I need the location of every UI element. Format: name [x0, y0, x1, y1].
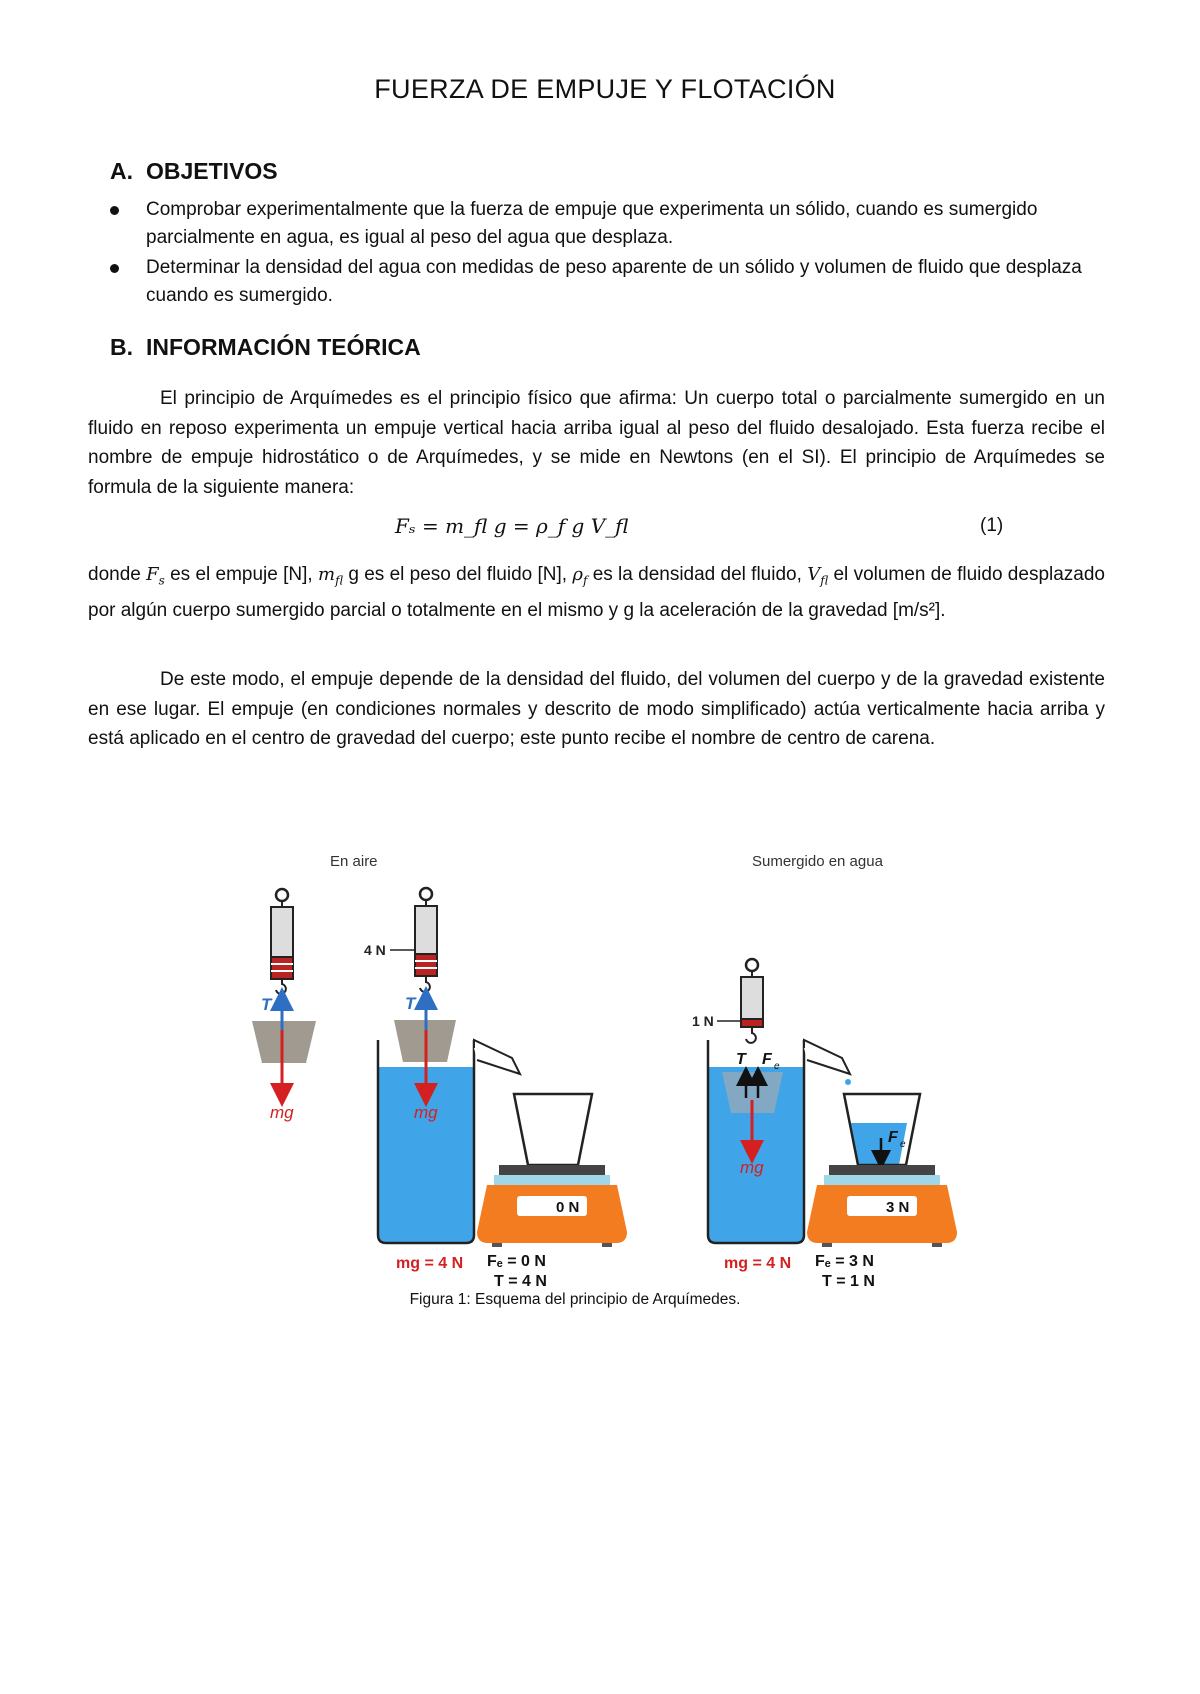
digital-balance-1 — [477, 1165, 627, 1247]
symbol-vfl: $V_{fl}$ — [807, 564, 829, 588]
label-mg-3: mg — [740, 1158, 764, 1177]
right-summary-mg: mg = 4 N — [724, 1255, 792, 1272]
objective-text: Comprobar experimentalmente que la fuerza de empuje que experimenta un sólido, cuando es sumergido parcialmente en agua, es igual al peso del agua que desplaza. — [146, 199, 1038, 248]
reading-1n: 1 N — [692, 1013, 714, 1029]
balance-1-display: 0 N — [556, 1199, 580, 1216]
label-sumergido: Sumergido en agua — [752, 853, 883, 870]
section-a-letter: A. — [110, 158, 133, 184]
equation-number: (1) — [980, 515, 1004, 536]
svg-text:e: e — [774, 1061, 780, 1072]
svg-text:F: F — [762, 1051, 772, 1068]
left-summary-t: T = 4 N — [494, 1273, 547, 1290]
equation-text: Fₛ = m_fl g = ρ_f g V_fl — [395, 514, 629, 538]
spring-scale-1 — [271, 889, 293, 994]
spring-scale-3 — [741, 959, 763, 1043]
label-t-2: T — [405, 994, 416, 1013]
weight-1 — [252, 1021, 316, 1063]
p2-part: donde — [88, 564, 147, 585]
reading-4n: 4 N — [364, 942, 386, 958]
label-mg-2: mg — [414, 1103, 438, 1122]
p2-part: g es el peso del fluido [N], — [343, 564, 573, 585]
section-b-letter: B. — [110, 334, 133, 360]
p2-part: es la densidad del fluido, — [587, 564, 808, 585]
document-title: FUERZA DE EMPUJE Y FLOTACIÓN — [374, 74, 836, 104]
label-t-1: T — [261, 995, 272, 1014]
symbol-fs: $F_s$ — [146, 564, 165, 588]
balance-2-display: 3 N — [886, 1199, 910, 1216]
left-summary-mg: mg = 4 N — [396, 1255, 464, 1272]
section-b-title: INFORMACIÓN TEÓRICA — [146, 334, 421, 360]
spring-scale-2 — [415, 888, 437, 992]
right-summary-t: T = 1 N — [822, 1273, 875, 1290]
right-summary-fe: Fₑ = 3 N — [815, 1253, 874, 1270]
p2-part: el volumen de fluido desplazado por algún cuerpo sumergido parcial o totalmente en el mismo y g la aceleración de la gravedad [m/s²]. — [88, 564, 1105, 622]
section-a-title: OBJETIVOS — [146, 158, 278, 184]
p2-part: es el empuje [N], — [164, 564, 318, 585]
svg-text:F: F — [888, 1129, 898, 1146]
catch-cup-1 — [514, 1094, 592, 1165]
theory-paragraph-1-text: El principio de Arquímedes es el principio físico que afirma: Un cuerpo total o parcialmente sumergido en un fluido en reposo experimenta un empuje vertical hacia arriba igual al peso del fluido desalojado. Esta fuerza recibe el nombre de empuje hidrostático o de Arquímedes, y se mide en Newtons (en el SI). El principio de Arquímedes se formula de la siguiente manera: — [88, 388, 1105, 498]
left-summary-fe: Fₑ = 0 N — [487, 1253, 546, 1270]
symbol-mfl: $m_{fl}$ — [317, 564, 344, 588]
digital-balance-2 — [807, 1165, 957, 1247]
symbol-rho: $\rho_f$ — [572, 564, 588, 588]
label-en-aire: En aire — [330, 853, 378, 870]
theory-paragraph-3-text: De este modo, el empuje depende de la densidad del fluido, del volumen del cuerpo y de la gravedad existente en ese lugar. El empuje (en condiciones normales y descrito de modo simplificado) actúa verticalmente hacia arriba y está aplicado en el centro de gravedad del cuerpo; este punto recibe el nombre de centro de carena. — [88, 669, 1105, 749]
label-t-3: T — [736, 1051, 746, 1068]
label-mg-1: mg — [270, 1103, 294, 1122]
svg-text:e: e — [900, 1139, 906, 1150]
objective-text: Determinar la densidad del agua con medidas de peso aparente de un sólido y volumen de fluido que desplaza cuando es sumergido. — [146, 257, 1082, 306]
figure-caption: Figura 1: Esquema del principio de Arquímedes. — [409, 1291, 741, 1308]
